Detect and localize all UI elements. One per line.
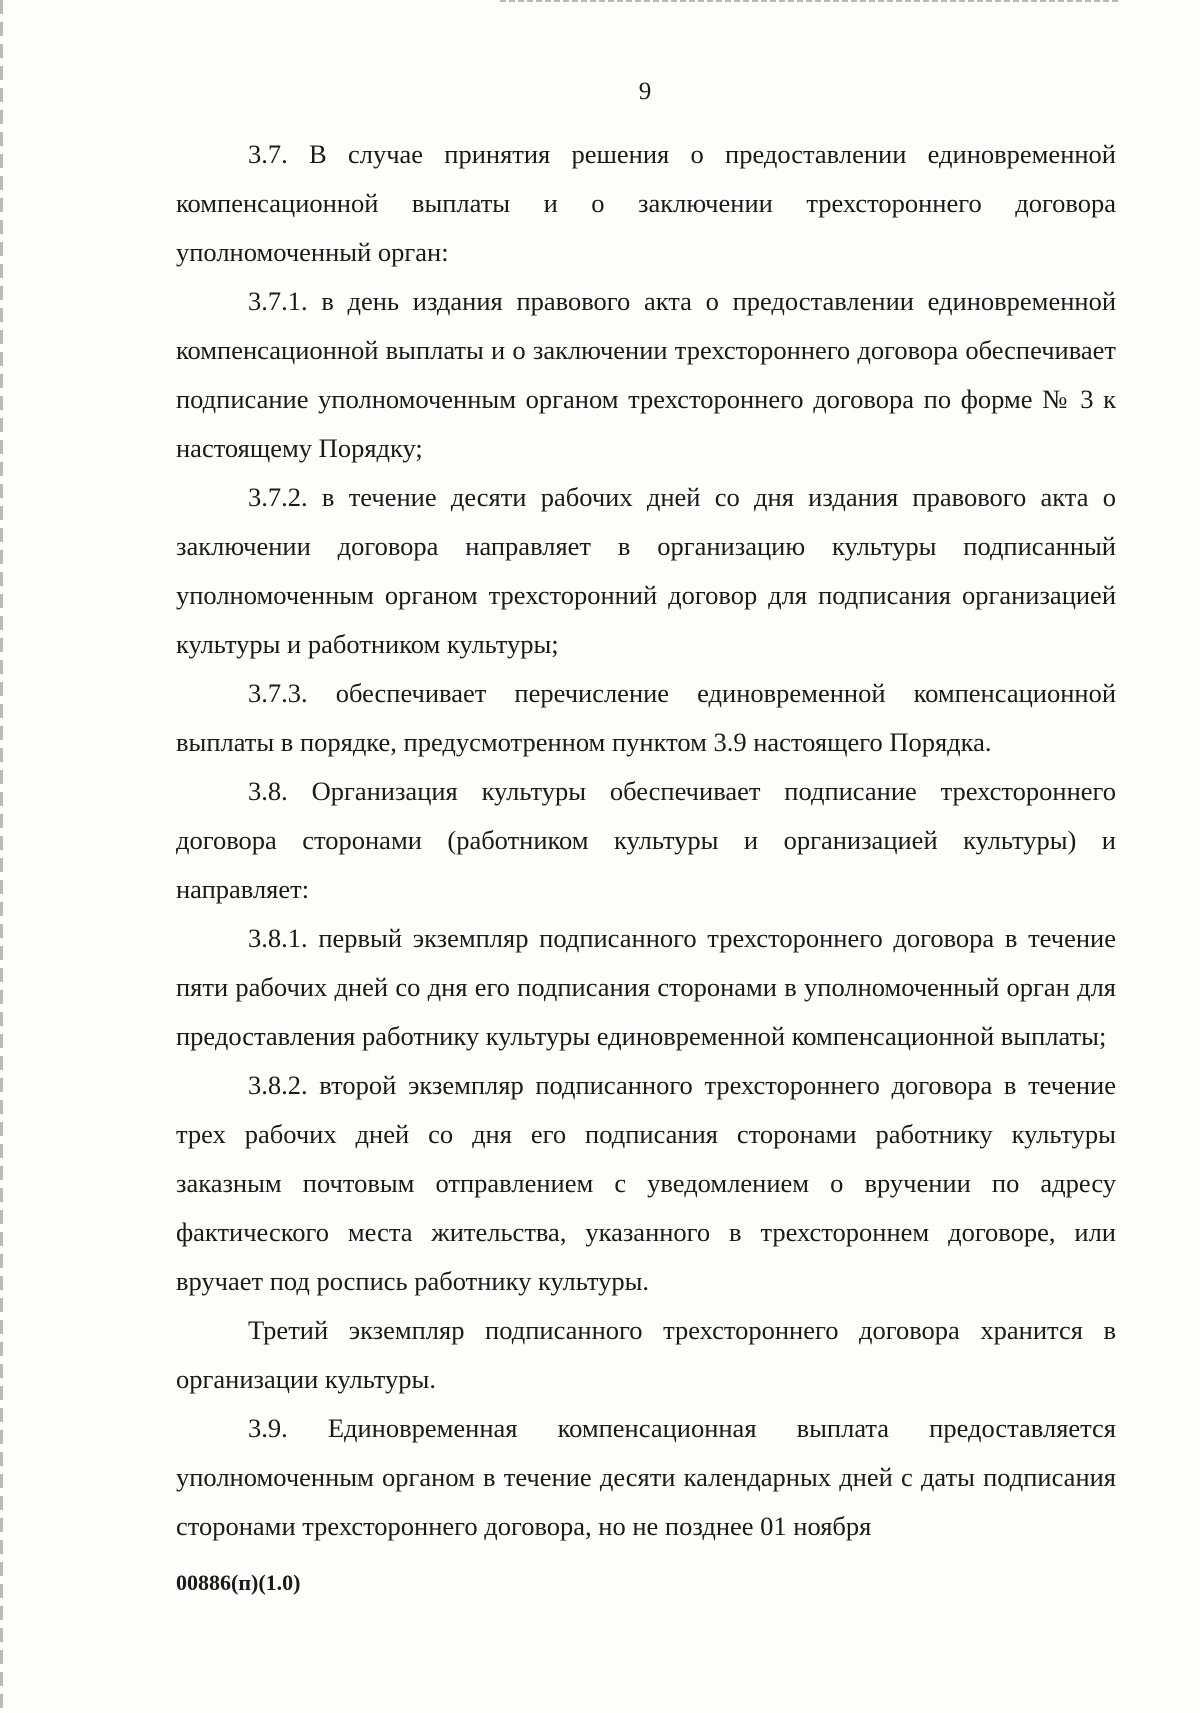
document-code: 00886(п)(1.0) — [176, 1570, 301, 1595]
paragraph-3-8: 3.8. Организация культуры обеспечивает подписание трехстороннего договора сторонами (работником культуры и организацией культуры) и направляет: — [176, 776, 1116, 904]
paragraph-3-7: 3.7. В случае принятия решения о предоставлении единовременной компенсационной выплаты и о заключении трехстороннего договора уполномоченный орган: — [176, 139, 1116, 267]
scan-edge-top — [500, 0, 1120, 2]
paragraph-3-8-1: 3.8.1. первый экземпляр подписанного трехстороннего договора в течение пяти рабочих дней со дня его подписания сторонами в уполномоченный орган для предоставления работнику культуры единовременной компенсационной выплаты; — [176, 923, 1116, 1051]
paragraph-3-7-1: 3.7.1. в день издания правового акта о предоставлении единовременной компенсационной выплаты и о заключении трехстороннего договора обеспечивает подписание уполномоченным органом трехстороннего договора по форме № 3 к настоящему Порядку; — [176, 286, 1116, 463]
paragraph-3-7-3: 3.7.3. обеспечивает перечисление единовременной компенсационной выплаты в порядке, предусмотренном пунктом 3.9 настоящего Порядка. — [176, 678, 1116, 757]
scan-edge-left — [0, 0, 3, 1713]
page-number: 9 — [638, 78, 652, 105]
paragraph-third-copy: Третий экземпляр подписанного трехстороннего договора хранится в организации культуры. — [176, 1315, 1116, 1394]
paragraph-3-9: 3.9. Единовременная компенсационная выплата предоставляется уполномоченным органом в течение десяти календарных дней с даты подписания сторонами трехстороннего договора, но не позднее 01 ноября — [176, 1413, 1116, 1541]
document-body — [176, 130, 1116, 1551]
paragraph-3-8-2: 3.8.2. второй экземпляр подписанного трехстороннего договора в течение трех рабочих дней со дня его подписания сторонами работнику культуры заказным почтовым отправлением с уведомлением о вручении по адресу фактического места жительства, указанного в трехстороннем договоре, или вручает под роспись работнику культуры. — [176, 1070, 1116, 1296]
paragraph-3-7-2: 3.7.2. в течение десяти рабочих дней со дня издания правового акта о заключении договора направляет в организацию культуры подписанный уполномоченным органом трехсторонний договор для подписания организацией культуры и работником культуры; — [176, 482, 1116, 659]
